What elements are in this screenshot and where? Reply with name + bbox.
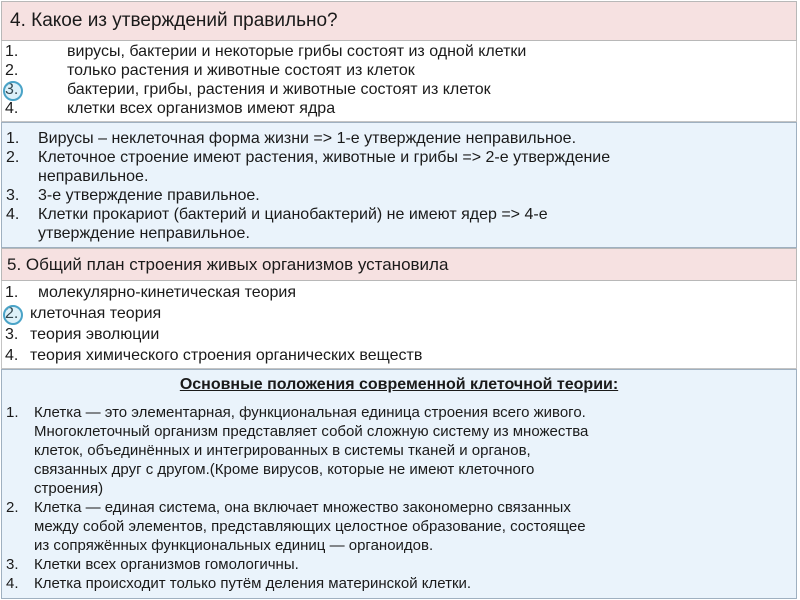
cell-theory-box: Основные положения современной клеточной теории: 1. Клетка — это элементарная, функциональная единица строения всего живого. Многоклеточный организм представляет собой сложную систему из множества клеток, объединённых и интегрированных в системы тканей и органов, связанных друг с другом.(Кроме вирусов, которые не имеют клеточного строения) 2. Клетка — единая система, она включает множество закономерно связанных между собой элементов, представляющих целостное образование, состоящее из сопряжённых функциональных единиц — органоидов. 3. Клетки всех организмов гомологичны. 4. Клетка происходит только путём деления материнской клетки. [1,369,797,599]
list-item: 1. Вирусы – неклеточная форма жизни => 1-е утверждение неправильное. [6,130,577,147]
list-item: 3. 3-е утверждение правильное. [6,187,260,204]
list-item: 4. Клетки прокариот (бактерий и цианобактерий) не имеют ядер => 4-е [6,206,548,223]
cell-theory-heading: Основные положения современной клеточной теории: [179,376,619,393]
list-item: 2. Клеточное строение имеют растения, животные и грибы => 2-е утверждение [6,149,611,166]
answer-circle-icon [3,81,23,101]
question-5-title-text: 5. Общий план строения живых организмов установила [7,255,449,274]
list-item: 2. Клетка — единая система, она включает множество закономерно связанных [6,499,571,516]
question-4-title-text: 4. Какое из утверждений правильно? [10,10,338,31]
question-5-title [1,248,797,281]
list-item: 4. Клетка происходит только путём деления материнской клетки. [6,575,472,592]
question-4-explanation: 1. Вирусы – неклеточная форма жизни => 1-е утверждение неправильное. 2. Клеточное строение имеют растения, животные и грибы => 2-е утверждение неправильное. 3. 3-е утверждение правильное. 4. Клетки прокариот (бактерий и цианобактерий) не имеют ядер => 4-е утверждение неправильное. [1,122,797,248]
list-item: 1. Клетка — это элементарная, функциональная единица строения всего живого. [6,404,586,421]
question-4-title [1,1,797,41]
list-item: 3. Клетки всех организмов гомологичны. [6,556,299,573]
question-5-options: 1. молекулярно-кинетическая теория 2. клеточная теория 3. теория эволюции 4. теория химического строения органических веществ [1,281,797,369]
answer-circle-icon [3,305,23,325]
question-4-options: 1. вирусы, бактерии и некоторые грибы состоят из одной клетки 2. только растения и животные состоят из клеток 3. бактерии, грибы, растения и животные состоят из клеток 4. клетки всех организмов имеют ядра [1,41,797,122]
